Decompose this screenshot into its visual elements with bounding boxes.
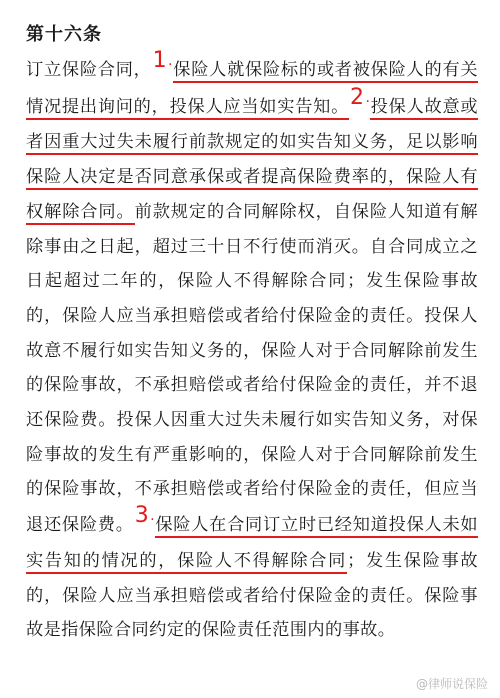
plain-text-1: 订立保险合同， — [26, 60, 152, 80]
highlighted-clause-1: 保险人就保险标的或者被保险人的有关情况提出询问的，投保人应当如实告知。 — [26, 60, 478, 120]
annotation-marker-2: 2 — [350, 84, 365, 110]
article-body — [26, 48, 478, 648]
marker-dot-1: · — [168, 57, 173, 73]
annotation-marker-1: 1 — [152, 48, 168, 73]
plain-text-3: ；发生保险事故的，保险人应当承担赔偿或者给付保险金的责任。保险事故是指保险合同约定的保险责任范围内的事故。 — [26, 550, 478, 641]
watermark: @律师说保险 — [415, 677, 488, 691]
annotation-marker-3: 3 — [134, 503, 150, 529]
highlighted-clause-3: 保险人在合同订立时已经知道投保人未如实告知的情况的，保险人不得解除合同 — [26, 515, 478, 574]
plain-text-2: 前款规定的合同解除权，自保险人知道有解除事由之日起，超过三十日不行使而消灭。自合同成立之日起超过二年的，保险人不得解除合同；发生保险事故的，保险人应当承担赔偿或者给付保险金的责任。投保人故意不履行如实告知义务的，保险人对于合同解除前发生的保险事故，不承担赔偿或者给付保险金的责任，并不退还保险费。投保人因重大过失未履行如实告知义务，对保险事故的发生有严重影响的，保险人对于合同解除前发生的保险事故，不承担赔偿或者给付保险金的责任，但应当退还保险费。 — [26, 201, 478, 536]
article-heading: 第十六条 — [26, 24, 102, 45]
highlighted-clause-2: 投保人故意或者因重大过失未履行前款规定的如实告知义务，足以影响保险人决定是否同意承保或者提高保险费率的，保险人有权解除合同。 — [26, 97, 478, 225]
marker-dot-2: · — [365, 93, 371, 110]
article-container — [26, 16, 478, 648]
marker-dot-3: · — [150, 512, 155, 529]
